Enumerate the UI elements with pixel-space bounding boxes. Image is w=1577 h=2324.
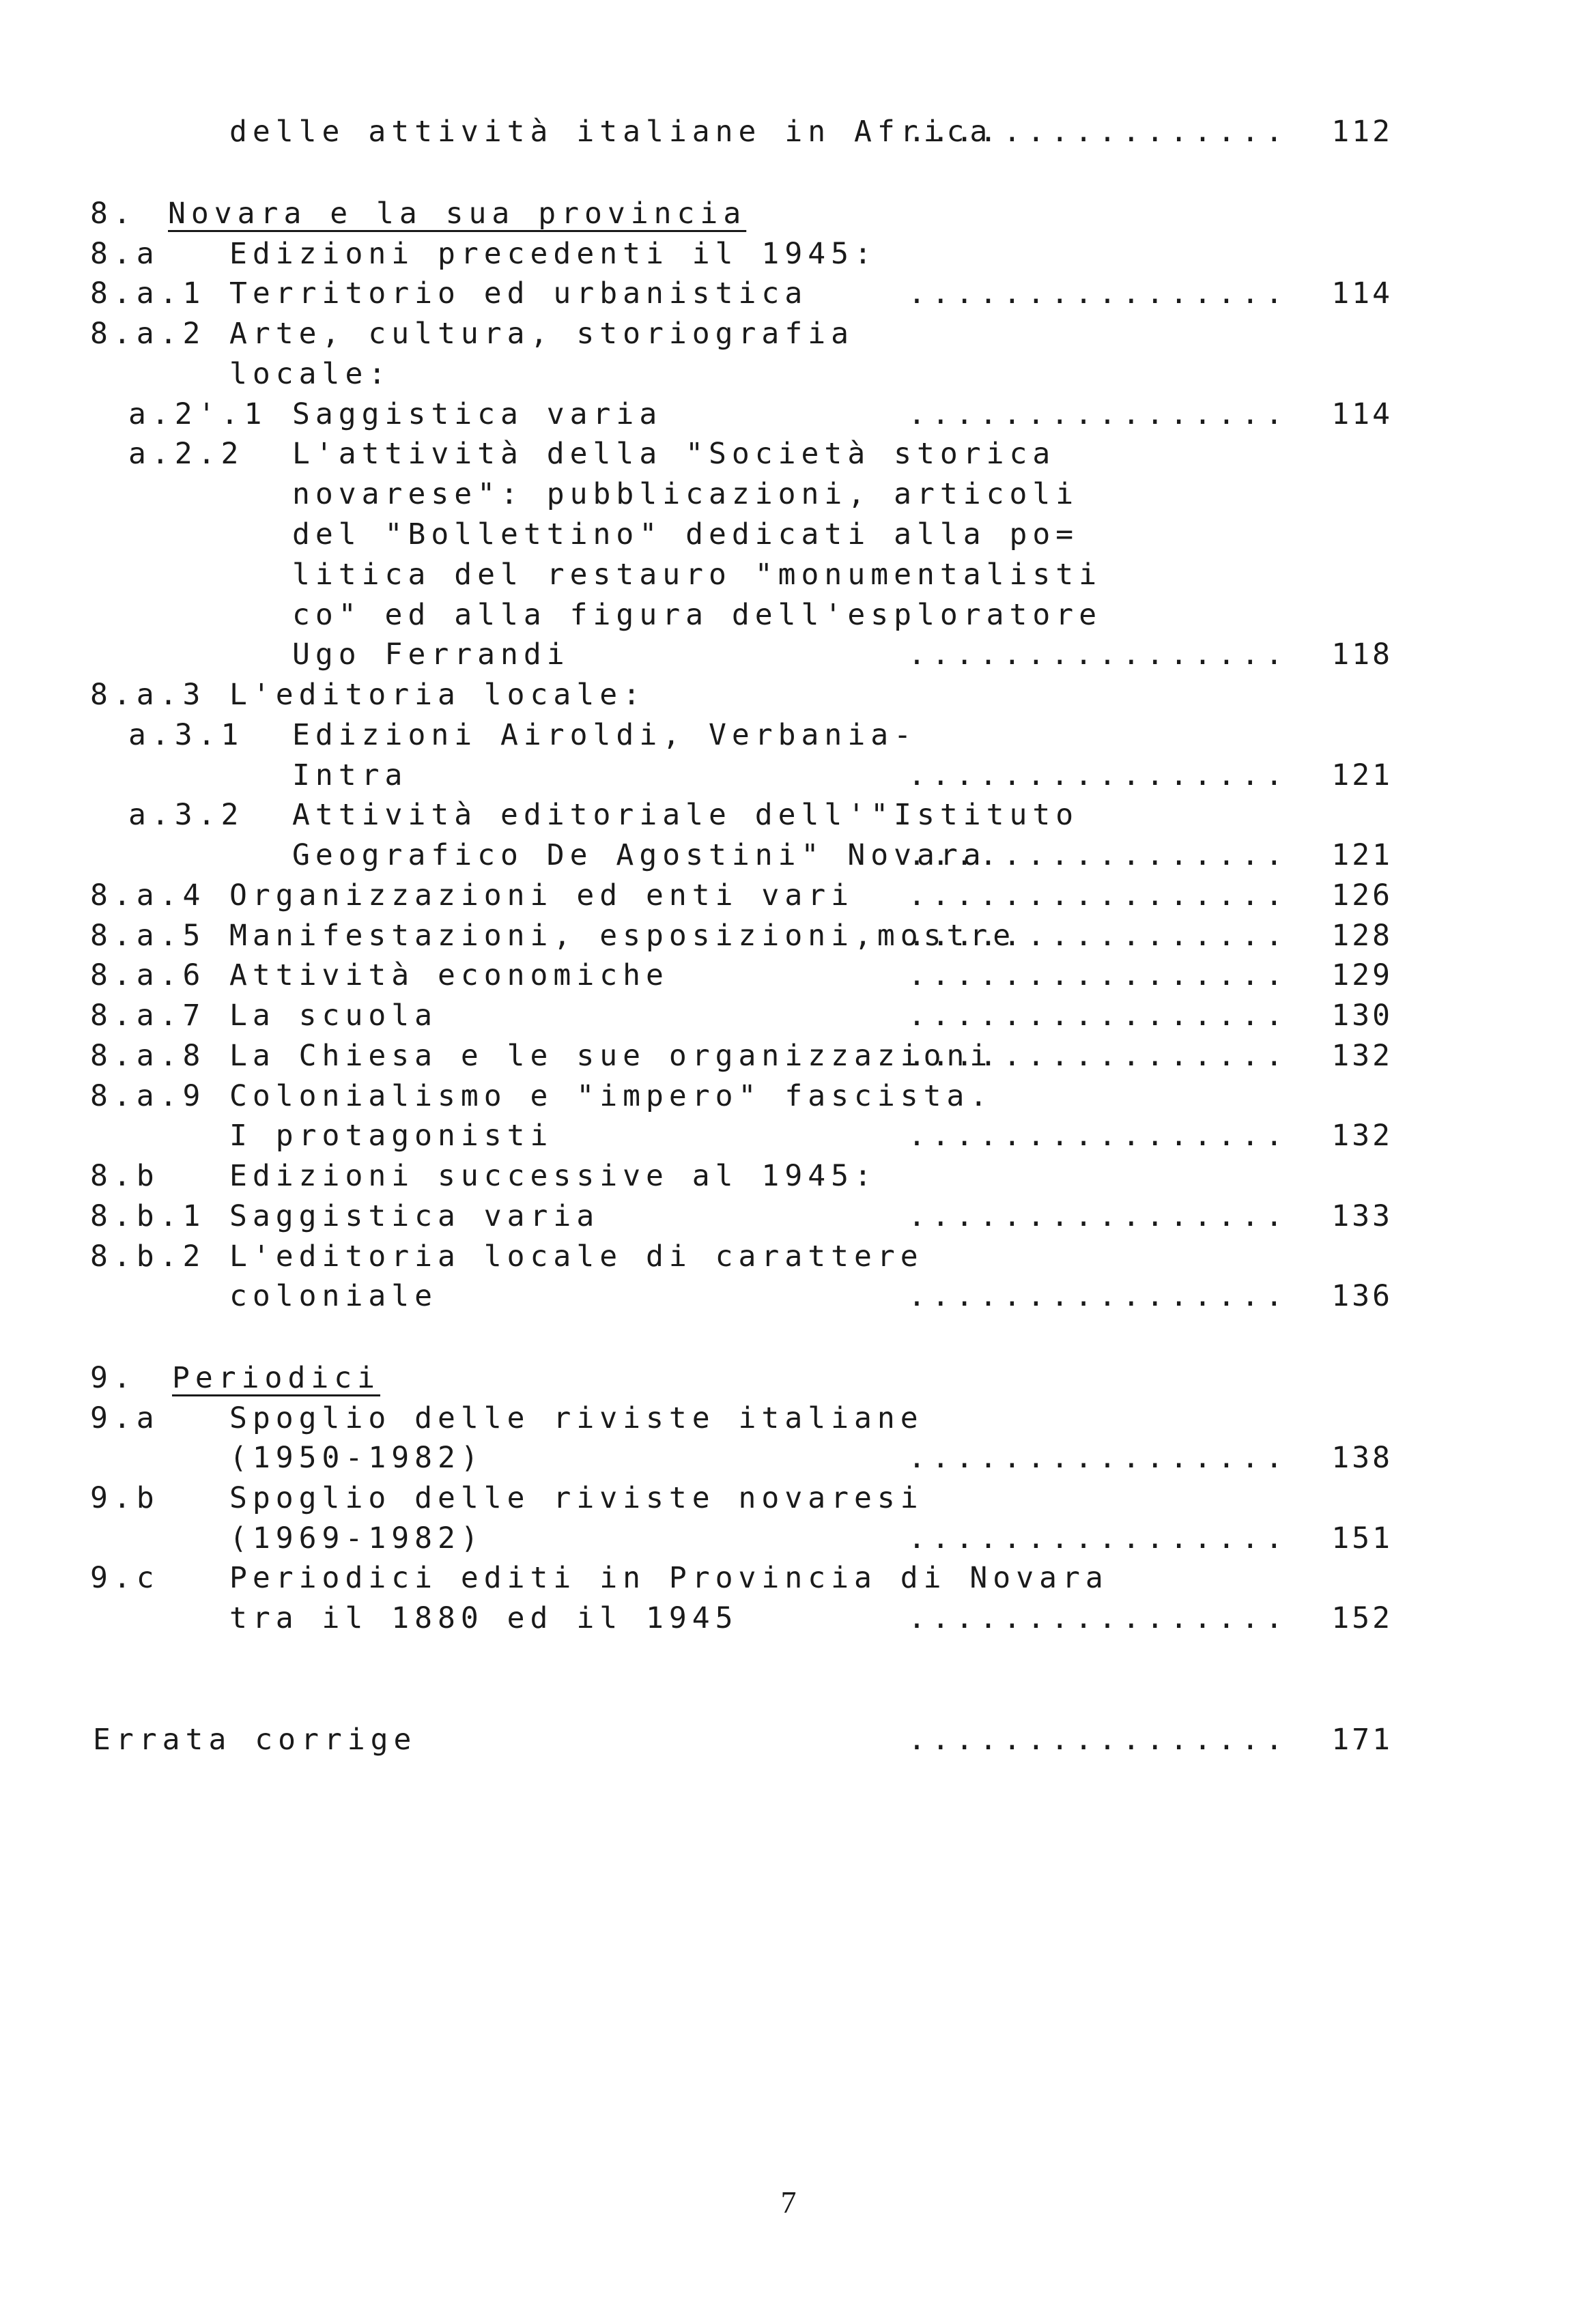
page-number-footer: 7: [780, 2185, 797, 2220]
toc-entry-number: 8.a.1: [90, 276, 206, 311]
toc-entry-text: Spoglio delle riviste italiane: [229, 1401, 924, 1435]
toc-entry-text: L'editoria locale di carattere: [229, 1239, 924, 1274]
toc-entry-text: L'attività della "Società storica: [292, 437, 1056, 471]
toc-entry-text: Attività editoriale dell'"Istituto: [292, 798, 1079, 832]
toc-entry-text: Saggistica varia: [229, 1199, 600, 1233]
toc-page-number: 132: [1331, 1039, 1393, 1073]
toc-entry-text: delle attività italiane in Africa: [229, 115, 993, 149]
toc-page-number: 138: [1331, 1441, 1393, 1475]
toc-page-number: 114: [1331, 276, 1393, 311]
toc-entry-text: Periodici editi in Provincia di Novara: [229, 1561, 1109, 1595]
toc-entry-number: a.3.2: [128, 798, 244, 832]
section-title: Periodici: [172, 1361, 380, 1395]
toc-entry-text: tra il 1880 ed il 1945: [229, 1601, 739, 1635]
toc-leader-dots: ................: [908, 1601, 1290, 1635]
toc-page-number: 133: [1331, 1199, 1393, 1233]
toc-leader-dots: ................: [908, 919, 1290, 953]
toc-leader-dots: ................: [908, 838, 1290, 872]
toc-page-number: 152: [1331, 1601, 1393, 1635]
toc-entry-number: 8.b: [90, 1159, 160, 1193]
section-number: 8.: [90, 197, 137, 231]
toc-entry-text: Edizioni successive al 1945:: [229, 1159, 877, 1193]
toc-entry-text: Saggistica varia: [292, 397, 663, 431]
toc-entry-number: 8.a.9: [90, 1079, 206, 1113]
toc-entry-number: 8.a.8: [90, 1039, 206, 1073]
toc-entry-number: 8.a.2: [90, 317, 206, 351]
toc-leader-dots: ................: [908, 1199, 1290, 1233]
toc-entry-number: 8.a.4: [90, 878, 206, 913]
toc-entry-text: Ugo Ferrandi: [292, 637, 570, 672]
toc-page-number: 171: [1331, 1723, 1393, 1757]
toc-entry-number: 9.b: [90, 1481, 160, 1515]
toc-entry-text: Edizioni precedenti il 1945:: [229, 237, 877, 271]
toc-entry-number: 8.a.5: [90, 919, 206, 953]
toc-entry-number: 9.c: [90, 1561, 160, 1595]
toc-entry-text: Attività economiche: [229, 958, 669, 992]
toc-leader-dots: ................: [908, 1723, 1290, 1757]
toc-entry-text: La Chiesa e le sue organizzazioni: [229, 1039, 993, 1073]
toc-page-number: 128: [1331, 919, 1393, 953]
toc-entry-number: a.2.2: [128, 437, 244, 471]
toc-page-number: 151: [1331, 1521, 1393, 1555]
toc-page-number: 118: [1331, 637, 1393, 672]
toc-entry-text: Arte, cultura, storiografia: [229, 317, 854, 351]
toc-entry-text: locale:: [229, 357, 392, 391]
toc-leader-dots: ................: [908, 637, 1290, 672]
toc-page-number: 121: [1331, 838, 1393, 872]
toc-page-number: 114: [1331, 397, 1393, 431]
toc-entry-number: a.3.1: [128, 718, 244, 752]
toc-leader-dots: ................: [908, 999, 1290, 1033]
toc-leader-dots: ................: [908, 1279, 1290, 1313]
toc-leader-dots: ................: [908, 276, 1290, 311]
toc-entry-text: (1969-1982): [229, 1521, 484, 1555]
toc-leader-dots: ................: [908, 397, 1290, 431]
toc-entry-text: (1950-1982): [229, 1441, 484, 1475]
toc-entry-number: 8.a.3: [90, 678, 206, 712]
toc-entry-number: 8.a.7: [90, 999, 206, 1033]
toc-entry-text: I protagonisti: [229, 1119, 554, 1153]
section-number: 9.: [90, 1361, 137, 1395]
toc-leader-dots: ................: [908, 115, 1290, 149]
toc-page-number: 132: [1331, 1119, 1393, 1153]
toc-entry-text: Geografico De Agostini" Novara: [292, 838, 986, 872]
toc-entry-number: 9.a: [90, 1401, 160, 1435]
errata-label: Errata corrige: [93, 1723, 417, 1757]
toc-entry-text: Colonialismo e "impero" fascista.: [229, 1079, 993, 1113]
toc-entry-number: 8.b.2: [90, 1239, 206, 1274]
toc-page-number: 112: [1331, 115, 1393, 149]
toc-entry-text: Intra: [292, 758, 408, 792]
toc-entry-text: L'editoria locale:: [229, 678, 646, 712]
toc-page-number: 136: [1331, 1279, 1393, 1313]
toc-entry-text: La scuola: [229, 999, 438, 1033]
toc-entry-text: litica del restauro "monumentalisti: [292, 558, 1103, 592]
toc-entry-text: del "Bollettino" dedicati alla po=: [292, 517, 1079, 551]
toc-entry-text: Spoglio delle riviste novaresi: [229, 1481, 924, 1515]
toc-entry-text: co" ed alla figura dell'esploratore: [292, 598, 1103, 632]
toc-leader-dots: ................: [908, 1039, 1290, 1073]
toc-leader-dots: ................: [908, 878, 1290, 913]
toc-leader-dots: ................: [908, 758, 1290, 792]
toc-leader-dots: ................: [908, 1441, 1290, 1475]
toc-leader-dots: ................: [908, 958, 1290, 992]
toc-entry-number: 8.a.6: [90, 958, 206, 992]
toc-leader-dots: ................: [908, 1119, 1290, 1153]
toc-leader-dots: ................: [908, 1521, 1290, 1555]
toc-page-number: 126: [1331, 878, 1393, 913]
toc-entry-text: coloniale: [229, 1279, 438, 1313]
toc-page-number: 130: [1331, 999, 1393, 1033]
toc-entry-number: 8.b.1: [90, 1199, 206, 1233]
toc-entry-text: Edizioni Airoldi, Verbania-: [292, 718, 917, 752]
toc-entry-text: Territorio ed urbanistica: [229, 276, 808, 311]
toc-entry-text: Manifestazioni, esposizioni,mostre: [229, 919, 1017, 953]
toc-page-number: 121: [1331, 758, 1393, 792]
section-title: Novara e la sua provincia: [168, 197, 747, 231]
toc-entry-text: novarese": pubblicazioni, articoli: [292, 477, 1079, 511]
toc-entry-number: a.2'.1: [128, 397, 268, 431]
toc-page-number: 129: [1331, 958, 1393, 992]
toc-entry-number: 8.a: [90, 237, 160, 271]
toc-entry-text: Organizzazioni ed enti vari: [229, 878, 854, 913]
